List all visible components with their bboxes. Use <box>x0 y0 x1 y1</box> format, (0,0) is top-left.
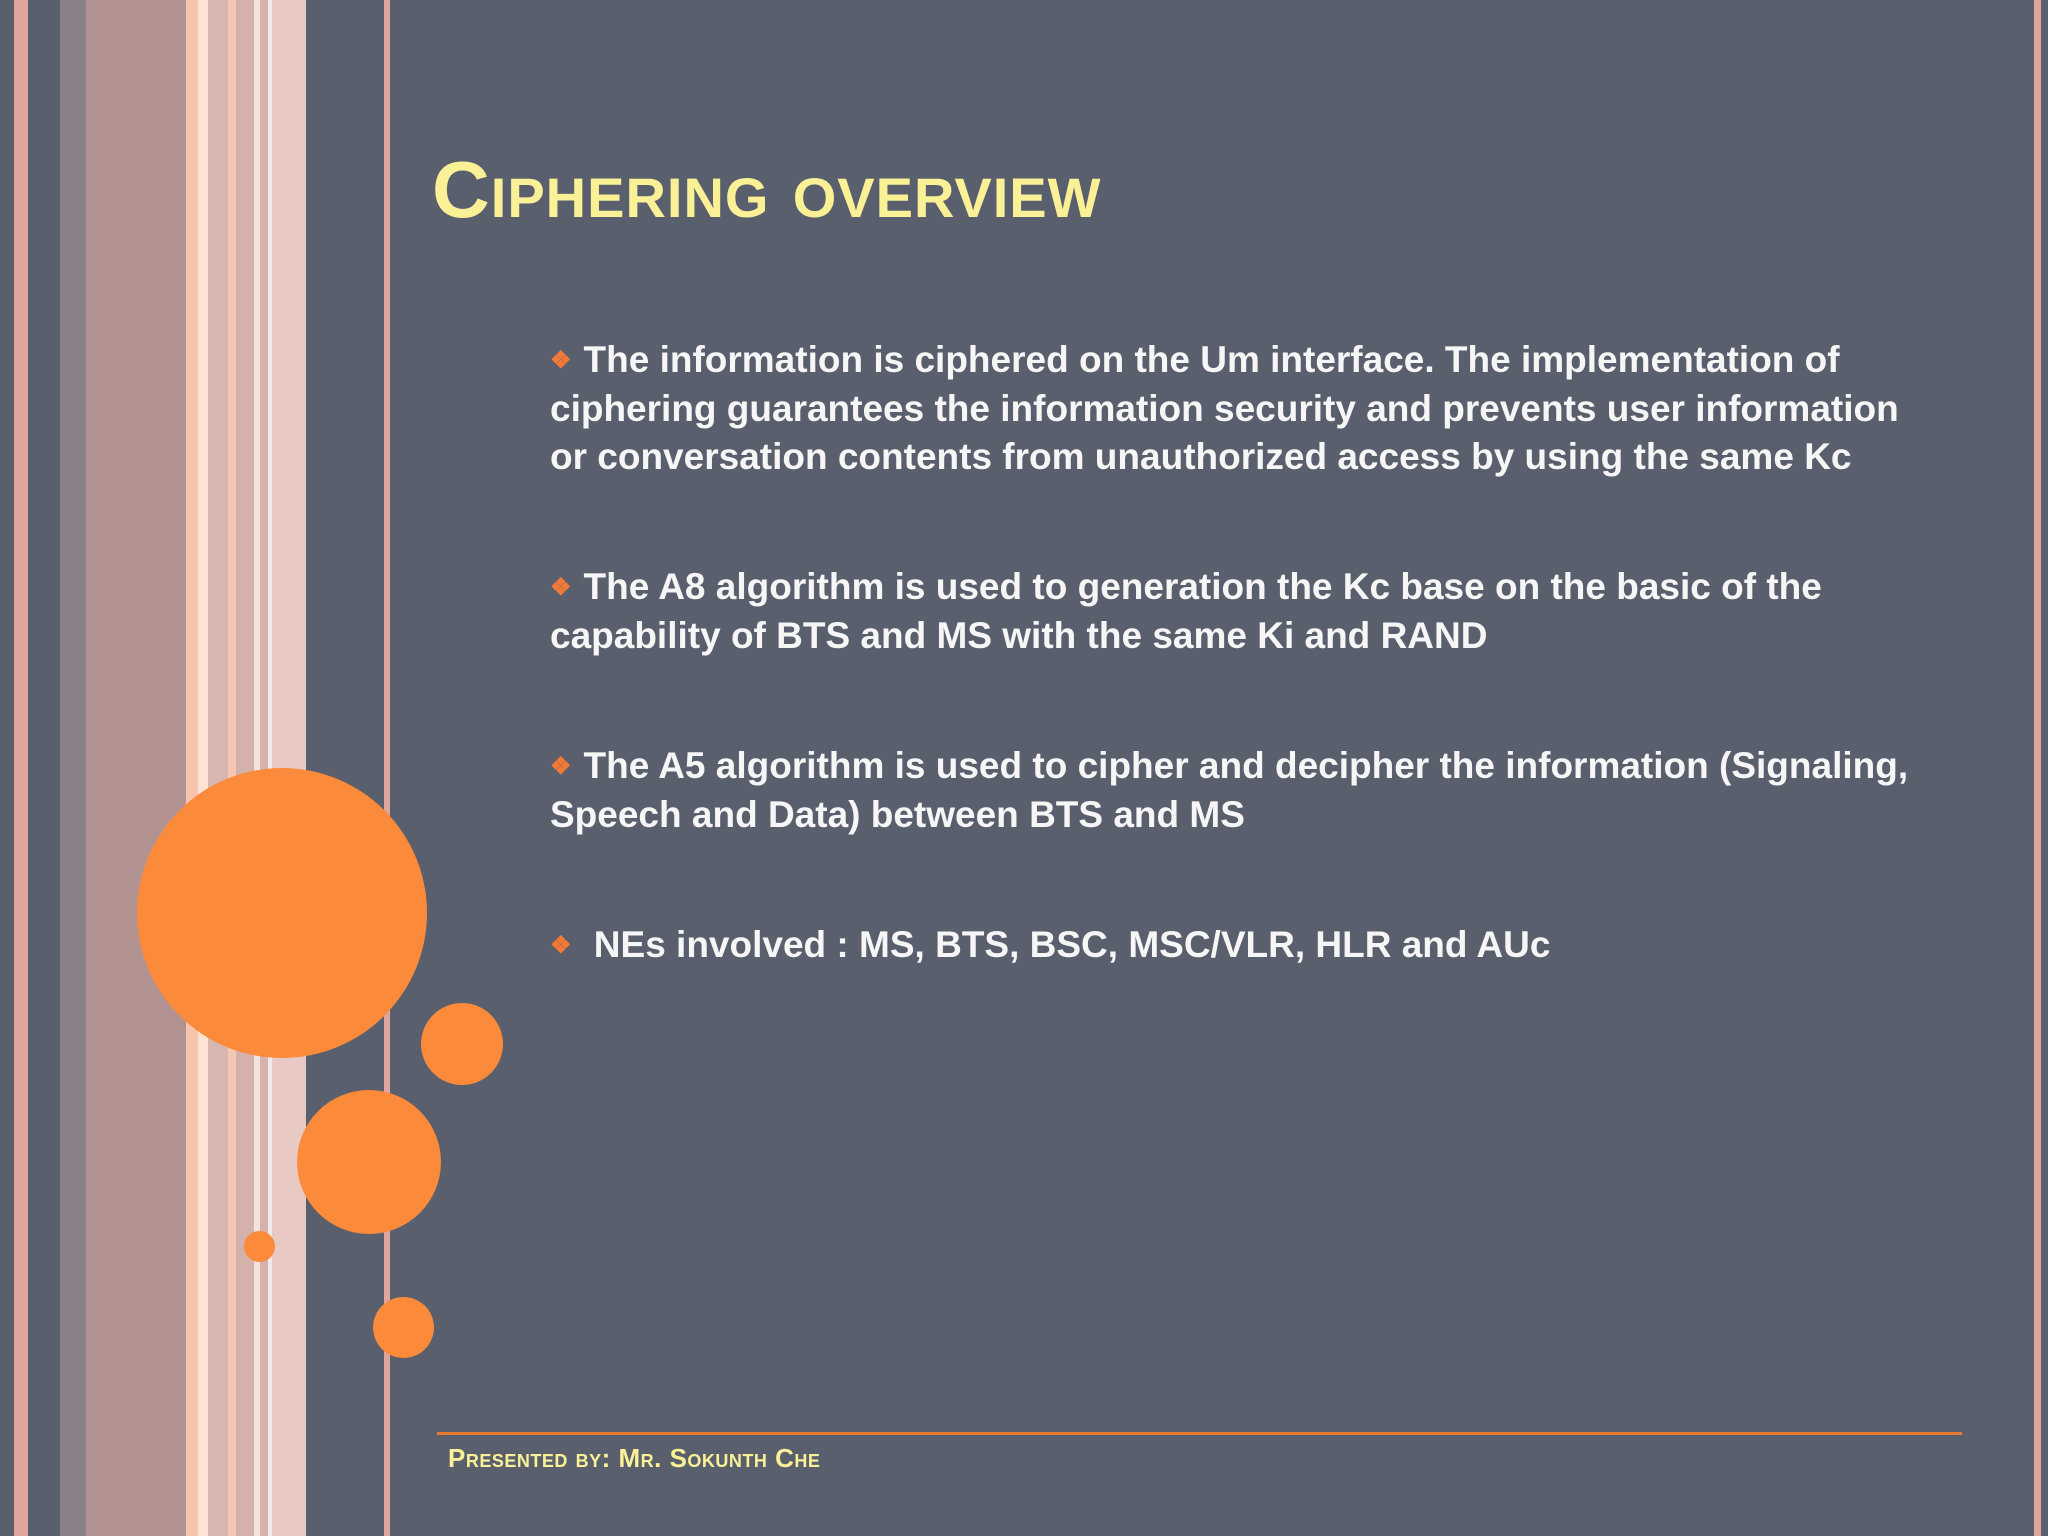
bullet-item <box>550 921 1910 970</box>
small-circle <box>373 1297 434 1358</box>
stripe <box>60 0 86 1536</box>
tiny-circle <box>244 1231 275 1262</box>
slide-title: Ciphering overview <box>432 145 1102 234</box>
bullet-item <box>550 742 1910 839</box>
bullet-list <box>550 336 1910 970</box>
stripe <box>86 0 186 1536</box>
stripe <box>228 0 236 1536</box>
stripe <box>14 0 28 1536</box>
stripe <box>198 0 208 1536</box>
diamond-bullet-icon: ❖ <box>550 574 572 601</box>
footer-divider <box>437 1432 1962 1435</box>
medium-circle <box>297 1090 441 1234</box>
bullet-text: The A5 algorithm is used to cipher and decipher the information (Signaling, Speech and Data) between BTS and MS <box>550 745 1909 835</box>
small-circle <box>421 1003 503 1085</box>
stripe <box>0 0 14 1536</box>
stripe <box>28 0 60 1536</box>
presenter-credit: Presented by: Mr. Sokunth Che <box>448 1443 821 1473</box>
diamond-bullet-icon: ❖ <box>550 347 572 374</box>
bullet-text: The A8 algorithm is used to generation the Kc base on the basic of the capability of BTS and MS with the same Ki and RAND <box>550 566 1822 656</box>
stripe <box>186 0 198 1536</box>
diamond-bullet-icon: ❖ <box>550 753 572 780</box>
bullet-item <box>550 336 1910 481</box>
bullet-text: The information is ciphered on the Um interface. The implementation of ciphering guarantees the information security and prevents user information or conversation contents from unauthorized access by using the same Kc <box>550 339 1899 477</box>
bullet-text: NEs involved : MS, BTS, BSC, MSC/VLR, HLR and AUc <box>583 924 1551 965</box>
bullet-item <box>550 563 1910 660</box>
stripe <box>208 0 228 1536</box>
stripe <box>236 0 254 1536</box>
large-circle <box>137 768 427 1058</box>
diamond-bullet-icon: ❖ <box>550 932 572 959</box>
stripe <box>2034 0 2041 1536</box>
stripe <box>306 0 384 1536</box>
